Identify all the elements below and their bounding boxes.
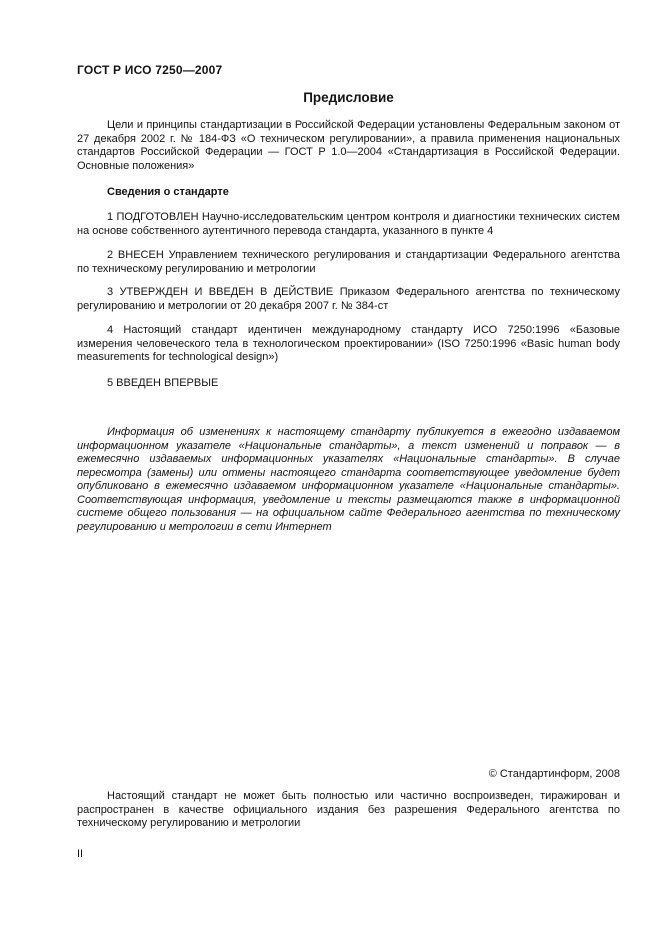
amendment-notice: Информация об изменениях к настоящему стандарту публикуется в ежегодно издаваемом информационном указателе «Национальные стандарты», а текст изменений и поправок — в ежемесячно издаваемых информационных указателях «Национальные стандарты». В случае пересмотра (замены) или отмены настоящего стандарта соответствующее уведомление будет опубликовано в ежемесячно издаваемом информационном указателе «Национальные стандарты». Соответствующая информация, уведомление и тексты размещаются также в информационной системе общего пользования — на официальном сайте Федерального агентства по техническому регулированию и метрологии в сети Интернет bbox=[77, 426, 620, 533]
section-heading: Сведения о стандарте bbox=[107, 186, 229, 198]
standard-info-item: 4 Настоящий стандарт идентичен международному стандарту ИСО 7250:1996 «Базовые измерения человеческого тела в технологическом проектировании» (ISO 7250:1996 «Basic human body measurements for technological design») bbox=[77, 324, 620, 363]
copyright-line: © Стандартинформ, 2008 bbox=[488, 768, 620, 780]
reproduction-notice: Настоящий стандарт не может быть полностью или частично воспроизведен, тиражирован и распространен в качестве официального издания без разрешения Федерального агентства по техническому регулированию и метрологии bbox=[77, 790, 620, 829]
standard-info-item: 1 ПОДГОТОВЛЕН Научно-исследовательским центром контроля и диагностики технических систем на основе собственного аутентичного перевода стандарта, указанного в пункте 4 bbox=[77, 211, 620, 237]
page-number: II bbox=[77, 848, 84, 860]
page-title: Предисловие bbox=[303, 90, 394, 105]
standard-info-item: 3 УТВЕРЖДЕН И ВВЕДЕН В ДЕЙСТВИЕ Приказом Федерального агентства по техническому регулированию и метрологии от 20 декабря 2007 г. № 384-ст bbox=[77, 286, 620, 312]
standard-info-item: 2 ВНЕСЕН Управлением технического регулирования и стандартизации Федерального агентства по техническому регулированию и метрологии bbox=[77, 249, 620, 275]
doc-code: ГОСТ Р ИСО 7250—2007 bbox=[77, 63, 223, 77]
standard-info-item: 5 ВВЕДЕН ВПЕРВЫЕ bbox=[107, 377, 219, 389]
intro-paragraph: Цели и принципы стандартизации в Российской Федерации установлены Федеральным законом от 27 декабря 2002 г. № 184-ФЗ «О техническом регулировании», а правила применения национальных стандартов Российской Федерации — ГОСТ Р 1.0—2004 «Стандартизация в Российской Федерации. Основные положения» bbox=[77, 119, 620, 172]
